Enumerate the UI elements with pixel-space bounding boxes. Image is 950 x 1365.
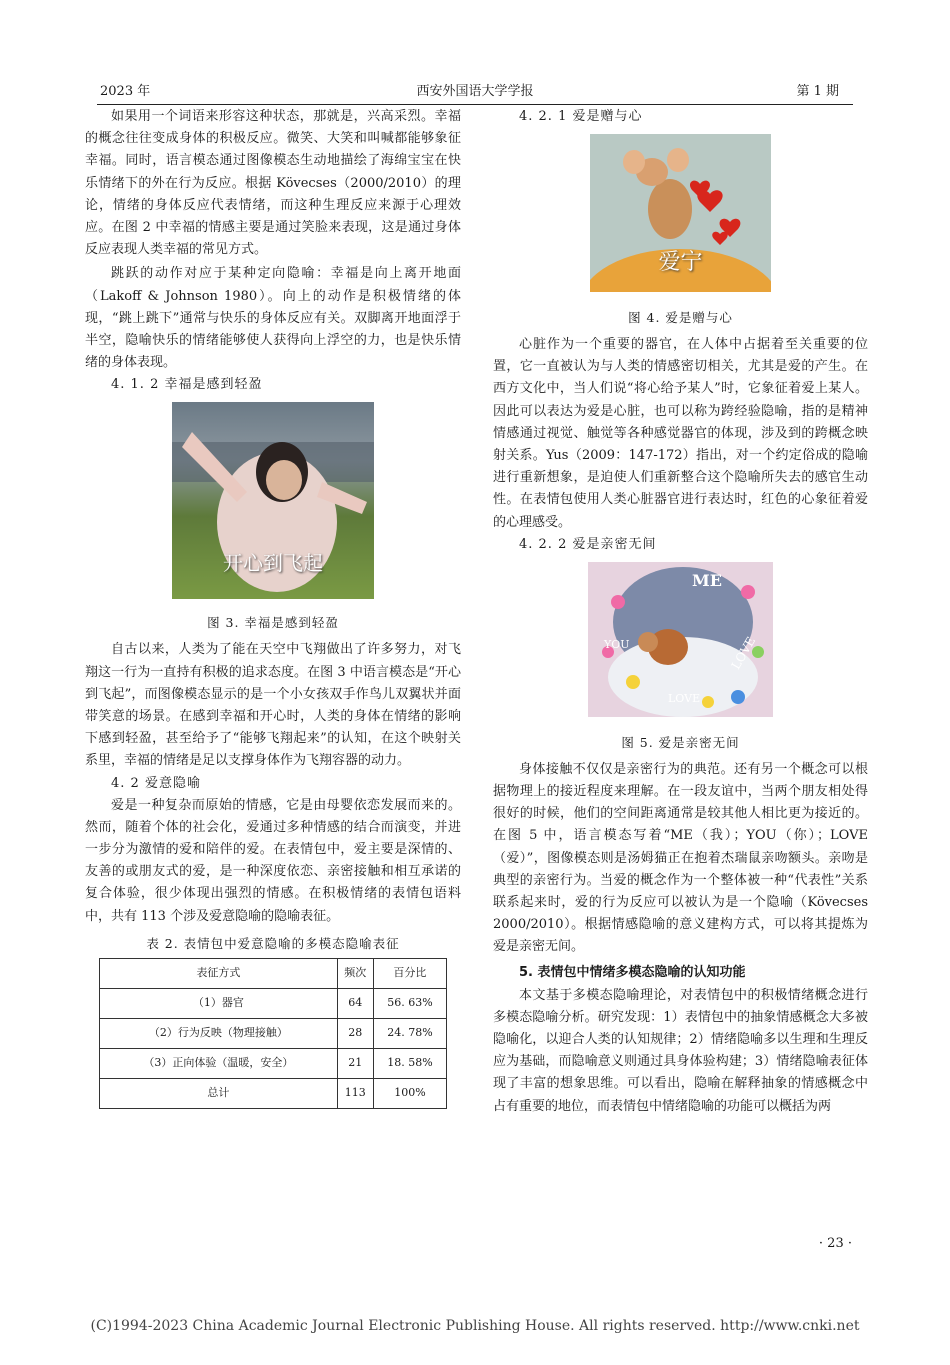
figure-5-you-text: YOU [604, 637, 630, 651]
copyright-footer: (C)1994-2023 China Academic Journal Electronic Publishing House. All rights reserved. http://www.cnki.net [90, 1318, 860, 1334]
table-cell: （2）行为反映（物理接触） [100, 1018, 338, 1048]
figure-4-image [590, 134, 771, 292]
section-heading: 4. 2 爱意隐喻 [111, 775, 201, 791]
paragraph: 本文基于多模态隐喻理论，对表情包中的积极情绪概念进行多模态隐喻分析。研究发现：1）表情包中的抽象情感概念大多被隐喻化，以迎合人类的认知规律；2）情绪隐喻多以生理和生理反应为基础，而隐喻意义则通过具身体验构建；3）情绪隐喻表征体现了丰富的想象思维。可以看出，隐喻在解释抽象的情感概念中占有重要的地位，而表情包中情绪隐喻的功能可以概括为两 [493, 987, 868, 1114]
table-cell: 24. 78% [373, 1018, 446, 1048]
table-cell: 18. 58% [373, 1048, 446, 1078]
table-caption: 表 2. 表情包中爱意隐喻的多模态隐喻表征 [146, 935, 400, 951]
table-cell: 100% [373, 1078, 446, 1108]
figure-4 [493, 134, 868, 328]
figure-5 [493, 562, 868, 753]
table-cell: 113 [337, 1078, 373, 1108]
figure-4-caption: 图 4. 爱是赠与心 [628, 310, 733, 325]
table-cell: （1）器官 [100, 988, 338, 1018]
header-issue: 第 1 期 [796, 84, 839, 99]
table-cell: 总计 [100, 1078, 338, 1108]
paragraph: 如果用一个词语来形容这种状态，那就是，兴高采烈。幸福的概念往往变成身体的积极反应。微笑、大笑和叫喊都能够象征幸福。同时，语言模态通过图像模态生动地描绘了海绵宝宝在快乐情绪下的外在行为反应。根据 Kövecses（2000/2010）的理论，情绪的身体反应代表情绪，而这种生理反应来源于心理效应。在图 2 中幸福的情感主要是通过笑脸来表现，这是通过身体反应表现人类幸福的常见方式。 [85, 109, 461, 258]
table-2 [99, 958, 447, 1109]
paragraph: 自古以来，人类为了能在天空中飞翔做出了许多努力，对飞翔这一行为一直持有积极的追求态度。在图 3 中语言模态是“开心到飞起”，而图像模态显示的是一个小女孩双手作鸟儿双翼状并面带笑意的场景。在感到幸福和开心时，人类的身体在情绪的影响下感到轻盈，甚至给予了“能够飞翔起来”的认知，在这个映射关系里，幸福的情绪是足以支撑身体作为飞翔容器的动力。 [85, 642, 461, 769]
figure-4-caption-text: 爱宁 [658, 250, 703, 275]
section-heading: 5. 表情包中情绪多模态隐喻的认知功能 [519, 964, 746, 980]
table-cell: 56. 63% [373, 988, 446, 1018]
figure-5-caption: 图 5. 爱是亲密无间 [621, 734, 740, 750]
table-cell: 28 [337, 1018, 373, 1048]
table-row [100, 1078, 447, 1108]
header-journal: 西安外国语大学学报 [416, 84, 534, 99]
table-cell: （3）正向体验（温暖，安全） [100, 1048, 338, 1078]
table-row [100, 1018, 447, 1048]
figure-3-caption: 图 3. 幸福是感到轻盈 [207, 615, 339, 631]
paragraph: 爱是一种复杂而原始的情感，它是由母婴依恋发展而来的。然而，随着个体的社会化，爱通过多种情感的结合而演变，并进一步分为激情的爱和陪伴的爱。在表情包中，爱主要是深情的、友善的或朋友式的爱，是一种深度依恋、亲密接触和相互承诺的复合体验，很少体现出强烈的情感。在积极情绪的表情包语料中，共有 113 个涉及爱意隐喻的隐喻表征。 [85, 797, 461, 924]
table-cell: 21 [337, 1048, 373, 1078]
figure-5-love-text: LOVE [668, 691, 701, 705]
section-heading: 4. 1. 2 幸福是感到轻盈 [111, 377, 263, 393]
header-year: 2023 年 [100, 84, 151, 99]
section-heading: 4. 2. 1 爱是赠与心 [519, 109, 643, 124]
table-header-cell: 百分比 [373, 958, 446, 988]
table-row [100, 988, 447, 1018]
figure-3-image [172, 402, 374, 599]
paragraph: 心脏作为一个重要的器官，在人体中占据着至关重要的位置，它一直被认为与人类的情感密切相关，尤其是爱的产生。在西方文化中，当人们说“将心给予某人”时，它象征着爱上某人。因此可以表达为爱是心脏，也可以称为跨经验隐喻，指的是精神情感通过视觉、触觉等各种感觉器官的体现，涉及到的跨概念映射关系。Yus（2009：147-172）指出，对一个约定俗成的隐喻进行重新想象，是迫使人们重新整合这个隐喻所失去的感官生动性。在表情包使用人类心脏器官进行表达时，红色的心象征着爱的心理感受。 [493, 337, 868, 530]
section-heading: 4. 2. 2 爱是亲密无间 [519, 536, 657, 552]
running-header [97, 78, 853, 105]
figure-3 [85, 402, 461, 633]
page-number: · 23 · [818, 1236, 852, 1251]
table-header-cell: 表征方式 [100, 958, 338, 988]
figure-5-me-text: ME [692, 570, 722, 590]
left-column [85, 106, 461, 1109]
paragraph: 跳跃的动作对应于某种定向隐喻：幸福是向上离开地面（Lakoff & Johnson 1980）。向上的动作是积极情绪的体现，“跳上跳下”通常与快乐的身体反应有关。双脚离开地面浮于半空，隐喻快乐的情绪能够使人获得向上浮空的力，也是快乐情绪的身体表现。 [85, 266, 461, 371]
table-header-cell: 频次 [337, 958, 373, 988]
paragraph: 身体接触不仅仅是亲密行为的典范。还有另一个概念可以根据物理上的接近程度来理解。在一段友谊中，当两个朋友相处得很好的时候，他们的空间距离通常是较其他人相比更为接近的。在图 5 中，语言模态写着“ME（我）；YOU（你）；LOVE（爱）”，图像模态则是汤姆猫正在抱着杰瑞鼠亲吻额头。亲吻是典型的亲密行为。当爱的概念作为一个整体被一种“代表性”关系联系起来时，爱的行为反应可以被认为是一个隐喻（Kövecses 2000/2010）。根据情感隐喻的意义建构方式，可以将其提炼为爱是亲密无间。 [493, 761, 868, 955]
figure-3-caption-text: 开心到飞起 [223, 551, 323, 576]
table-header-row [100, 958, 447, 988]
figure-5-image [588, 562, 773, 717]
table-cell: 64 [337, 988, 373, 1018]
table-row [100, 1048, 447, 1078]
right-column [493, 106, 868, 1118]
figure-5-love-text: LOVE [728, 634, 759, 672]
